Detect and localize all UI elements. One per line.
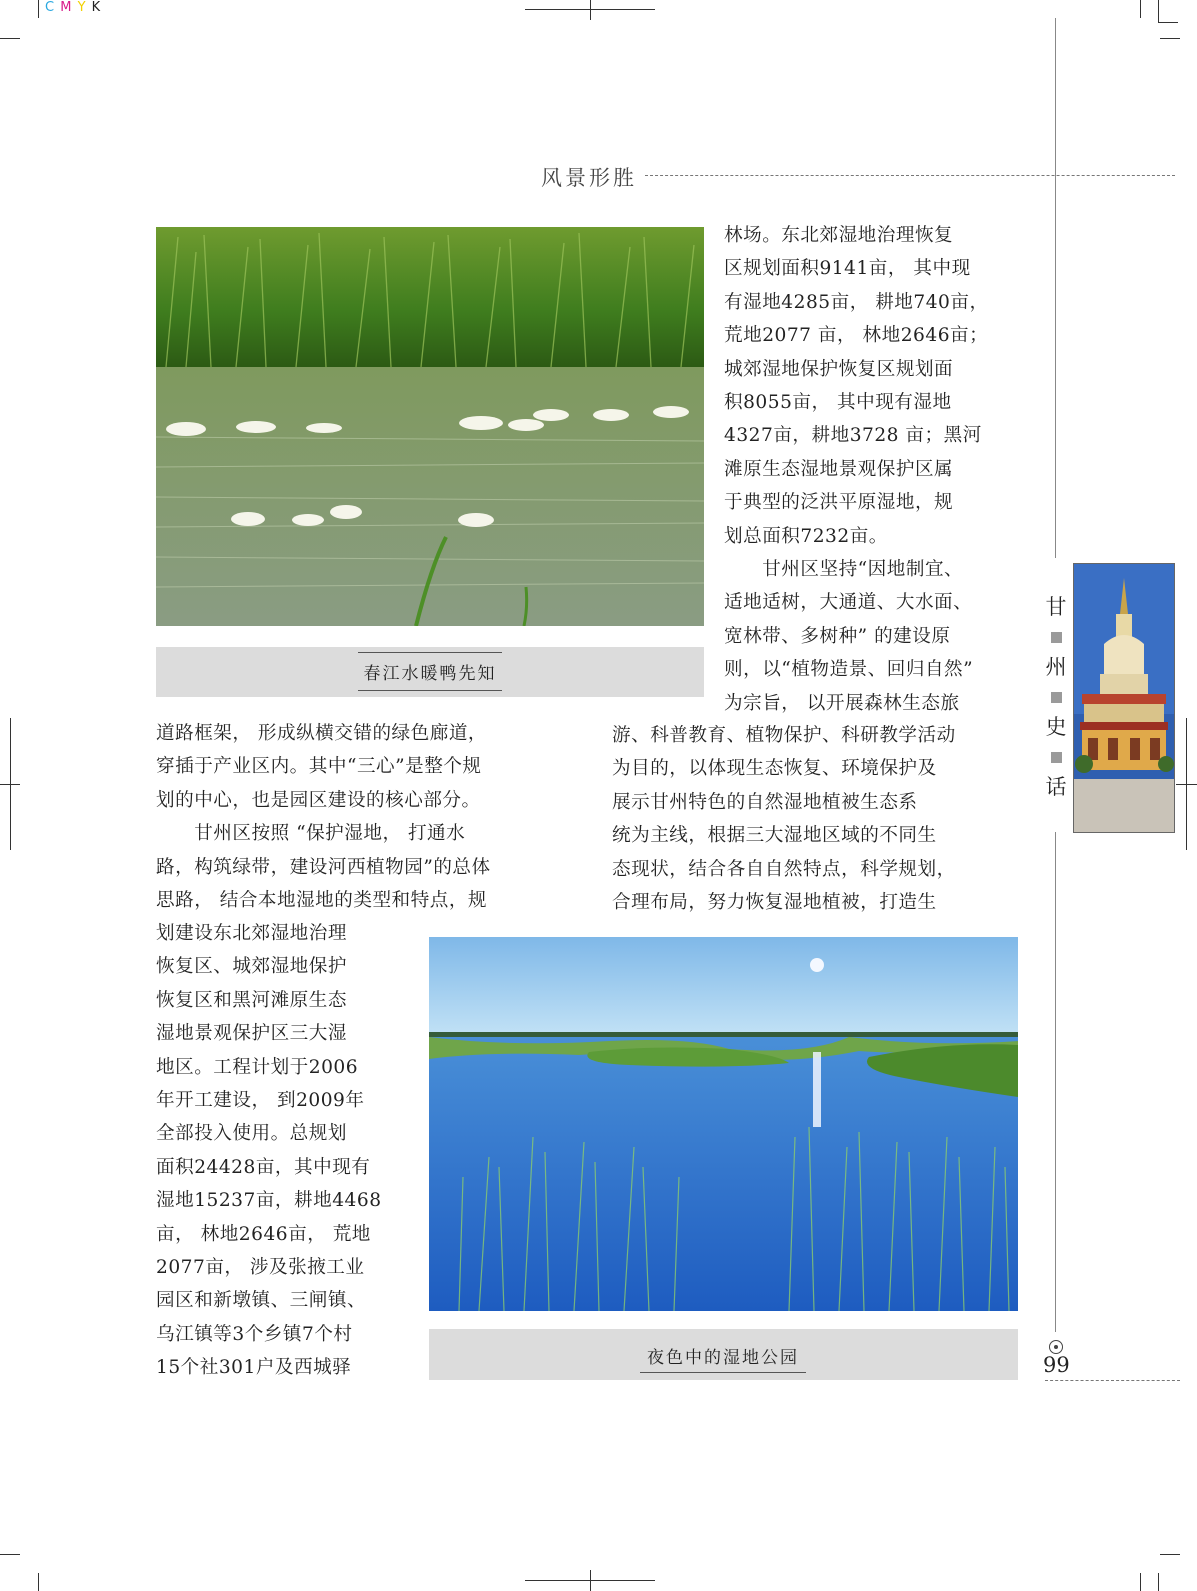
text-line: 路，构筑绿带，建设河西植物园”的总体 xyxy=(156,856,491,878)
cmyk-y: Y xyxy=(77,0,87,15)
text-line: 宽林带、多树种” 的建设原 xyxy=(724,625,951,647)
text-line: 恢复区和黑河滩原生态 xyxy=(156,989,347,1011)
text-line: 2077亩， 涉及张掖工业 xyxy=(156,1257,365,1279)
text-line: 统为主线，根据三大湿地区域的不同生 xyxy=(612,825,937,847)
text-line: 亩， 林地2646亩， 荒地 xyxy=(156,1223,371,1245)
text-line: 全部投入使用。总规划 xyxy=(156,1123,347,1145)
crop-mark xyxy=(1160,38,1180,39)
text-line: 区规划面积9141亩， 其中现 xyxy=(724,258,971,280)
circle-dot-icon xyxy=(1049,1340,1063,1354)
text-line: 划的中心，也是园区建设的核心部分。 xyxy=(156,789,481,811)
text-line: 滩原生态湿地景观保护区属 xyxy=(724,458,954,480)
text-line: 园区和新墩镇、三闸镇、 xyxy=(156,1290,367,1312)
text-line: 则，以“植物造景、回归自然” xyxy=(724,659,974,681)
crop-mark xyxy=(0,38,20,39)
text-line: 年开工建设， 到2009年 xyxy=(156,1090,365,1112)
cmyk-print-mark xyxy=(45,0,101,15)
text-line: 荒地2077 亩， 林地2646亩； xyxy=(724,325,989,347)
text-line: 湿地景观保护区三大湿 xyxy=(156,1023,347,1045)
caption-rule xyxy=(358,690,502,691)
text-line: 积8055亩， 其中现有湿地 xyxy=(724,392,952,414)
text-column-left-bottom xyxy=(156,917,412,1385)
night-wetland-photo-image xyxy=(429,937,1018,1311)
crop-mark xyxy=(1176,784,1197,785)
text-line: 4327亩，耕地3728 亩；黑河 xyxy=(724,425,982,447)
text-line: 城郊湿地保护恢复区规划面 xyxy=(724,358,954,380)
crop-mark xyxy=(38,0,39,18)
night-wetland-photo xyxy=(429,937,1018,1311)
cmyk-m: M xyxy=(60,0,73,15)
crop-mark xyxy=(38,1573,39,1591)
crop-mark xyxy=(0,784,20,785)
caption-rule xyxy=(358,652,502,653)
text-line: 乌江镇等3个乡镇7个村 xyxy=(156,1323,353,1345)
footer-dashed-rule xyxy=(1045,1380,1180,1381)
crop-mark xyxy=(590,1570,591,1591)
cmyk-k: K xyxy=(91,0,102,15)
text-line: 适地适树，大通道、大水面、 xyxy=(724,592,973,614)
margin-rule xyxy=(1055,18,1056,558)
side-square-icon xyxy=(1051,692,1062,703)
text-line: 恢复区、城郊湿地保护 xyxy=(156,956,347,978)
crop-mark xyxy=(0,1554,20,1555)
ducks-photo-image xyxy=(156,227,704,626)
text-line: 合理布局，努力恢复湿地植被，打造生 xyxy=(612,892,937,914)
night-wetland-caption: 夜色中的湿地公园 xyxy=(647,1348,799,1368)
ducks-caption: 春江水暖鸭先知 xyxy=(363,664,497,684)
side-label-char: 话 xyxy=(1045,775,1067,799)
text-line: 有湿地4285亩， 耕地740亩， xyxy=(724,291,989,313)
crop-mark xyxy=(1160,1554,1180,1555)
side-square-icon xyxy=(1051,752,1062,763)
crop-mark xyxy=(590,0,591,20)
side-label-char: 州 xyxy=(1045,655,1067,679)
side-label xyxy=(1043,592,1069,803)
text-line: 划建设东北郊湿地治理 xyxy=(156,923,347,944)
text-line: 展示甘州特色的自然湿地植被生态系 xyxy=(612,791,918,813)
pagoda-photo xyxy=(1073,563,1175,833)
text-line: 为宗旨， 以开展森林生态旅 xyxy=(724,692,960,714)
text-column-right-mid xyxy=(612,719,1022,919)
side-label-char: 甘 xyxy=(1045,595,1067,619)
margin-rule xyxy=(1055,832,1056,1332)
text-line: 思路， 结合本地湿地的类型和特点，规 xyxy=(156,890,488,912)
text-line: 为目的，以体现生态恢复、环境保护及 xyxy=(612,758,937,780)
text-line: 道路框架， 形成纵横交错的绿色廊道， xyxy=(156,723,488,744)
crop-mark xyxy=(1158,22,1178,23)
text-line: 于典型的泛洪平原湿地，规 xyxy=(724,492,954,514)
text-line: 甘州区坚持“因地制宜、 xyxy=(724,559,964,581)
header-dashed-rule xyxy=(645,175,1175,176)
ducks-photo xyxy=(156,227,704,626)
text-line: 游、科普教育、植物保护、科研教学活动 xyxy=(612,725,956,746)
text-column-right-top xyxy=(724,219,1019,720)
text-line: 15个社301户及西城驿 xyxy=(156,1357,352,1379)
text-line: 甘州区按照 “保护湿地， 打通水 xyxy=(156,823,466,845)
text-line: 面积24428亩，其中现有 xyxy=(156,1156,371,1178)
section-title: 风景形胜 xyxy=(541,166,637,190)
text-line: 湿地15237亩，耕地4468 xyxy=(156,1190,382,1212)
text-line: 林场。东北郊湿地治理恢复 xyxy=(724,225,954,246)
text-line: 地区。工程计划于2006 xyxy=(156,1056,359,1078)
caption-rule xyxy=(640,1372,806,1373)
text-line: 态现状，结合各自自然特点，科学规划， xyxy=(612,858,956,880)
crop-mark xyxy=(1140,1573,1141,1591)
crop-mark xyxy=(1158,0,1159,22)
side-label-char: 史 xyxy=(1045,715,1067,739)
pagoda-photo-image xyxy=(1074,564,1174,832)
text-line: 穿插于产业区内。其中“三心”是整个规 xyxy=(156,756,482,778)
text-line: 划总面积7232亩。 xyxy=(724,525,888,547)
page-number: 99 xyxy=(1043,1353,1070,1377)
crop-mark xyxy=(1158,1573,1159,1591)
cmyk-c: C xyxy=(45,0,56,15)
crop-mark xyxy=(1140,0,1141,18)
side-square-icon xyxy=(1051,632,1062,643)
text-column-left-mid xyxy=(156,717,566,917)
